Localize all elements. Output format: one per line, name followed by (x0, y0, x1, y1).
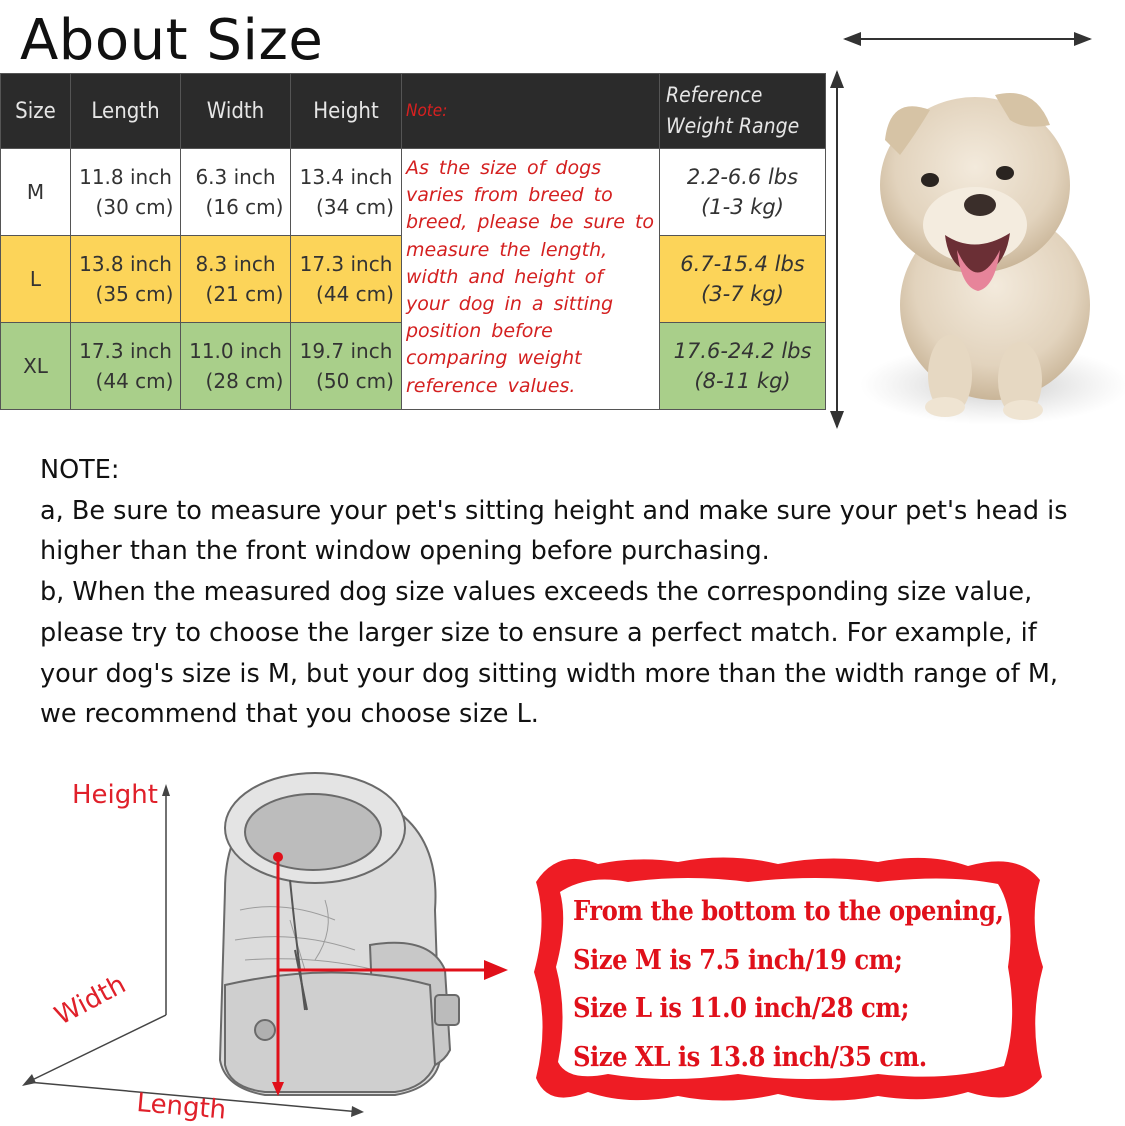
length-cm: (35 cm) (95, 282, 174, 306)
header-width: Width (181, 74, 291, 149)
size-cell: M (1, 149, 71, 236)
width-cm: (28 cm) (205, 369, 284, 393)
width-inch: 11.0 inch (189, 339, 282, 363)
header-weight-line1: Reference (666, 83, 763, 107)
weight-kg: (1-3 kg) (701, 195, 784, 219)
height-cell (291, 323, 402, 410)
height-inch: 17.3 inch (299, 252, 393, 276)
length-inch: 11.8 inch (79, 165, 172, 189)
header-height: Height (291, 74, 402, 149)
info-line: From the bottom to the opening, (573, 896, 1004, 927)
size-cell: XL (1, 323, 71, 410)
weight-lbs: 2.2-6.6 lbs (686, 165, 799, 189)
note-a: a, Be sure to measure your pet's sitting height and make sure your pet's head is higher than the front window opening before purchasing. (40, 495, 1068, 567)
width-label: Width (50, 969, 131, 1032)
height-cell (291, 149, 402, 236)
note-b: b, When the measured dog size values exceeds the corresponding size value, please try to choose the larger size to ensure a perfect match. For example, if your dog's size is M, but your dog sitting width more than the width range of M, we recommend that you choose size L. (40, 577, 1058, 730)
measurement-diagram (0, 760, 1125, 1125)
weight-lbs: 6.7-15.4 lbs (680, 252, 805, 276)
height-inch: 13.4 inch (299, 165, 393, 189)
height-label: Height (72, 780, 158, 810)
weight-kg: (8-11 kg) (694, 369, 791, 393)
dog-photo (845, 55, 1125, 435)
height-cm: (34 cm) (316, 195, 394, 219)
width-inch: 8.3 inch (195, 252, 276, 276)
header-weight-line2: Weight Range (666, 114, 800, 138)
length-label: Length (135, 1088, 228, 1126)
note-cell: As the size of dogs varies from breed to breed, please be sure to measure the length, width and height of your dog in a sitting position before comparing weight reference values. (402, 149, 660, 410)
width-cm: (21 cm) (205, 282, 284, 306)
weight-kg: (3-7 kg) (701, 282, 784, 306)
size-table (0, 73, 826, 410)
size-cell: L (1, 236, 71, 323)
weight-cell (660, 236, 826, 323)
info-line: Size L is 11.0 inch/28 cm; (573, 993, 909, 1025)
header-size: Size (1, 74, 71, 149)
width-cm: (16 cm) (205, 195, 284, 219)
header-weight (660, 74, 826, 149)
width-cell (181, 323, 291, 410)
info-line: Size M is 7.5 inch/19 cm; (573, 944, 903, 976)
length-inch: 17.3 inch (79, 339, 172, 363)
opening-info-text (573, 888, 1033, 1082)
weight-cell (660, 323, 826, 410)
height-arrow-icon (836, 72, 838, 427)
length-cm: (44 cm) (95, 369, 174, 393)
length-cm: (30 cm) (95, 195, 174, 219)
height-cm: (44 cm) (316, 282, 394, 306)
height-cell (291, 236, 402, 323)
weight-lbs: 17.6-24.2 lbs (673, 339, 812, 363)
height-inch: 19.7 inch (299, 339, 393, 363)
header-note: Note: (402, 74, 660, 149)
width-arrow-icon (845, 38, 1090, 40)
width-inch: 6.3 inch (195, 165, 276, 189)
weight-cell (660, 149, 826, 236)
length-cell (71, 236, 181, 323)
length-inch: 13.8 inch (79, 252, 172, 276)
page-title: About Size (20, 8, 324, 73)
header-length: Length (71, 74, 181, 149)
height-cm: (50 cm) (316, 369, 394, 393)
info-line: Size XL is 13.8 inch/35 cm. (573, 1041, 927, 1073)
notes-section (40, 450, 1100, 735)
length-cell (71, 323, 181, 410)
table-row (1, 149, 826, 236)
notes-heading: NOTE: (40, 455, 120, 485)
width-cell (181, 149, 291, 236)
width-cell (181, 236, 291, 323)
table-header-row (1, 74, 826, 149)
length-cell (71, 149, 181, 236)
